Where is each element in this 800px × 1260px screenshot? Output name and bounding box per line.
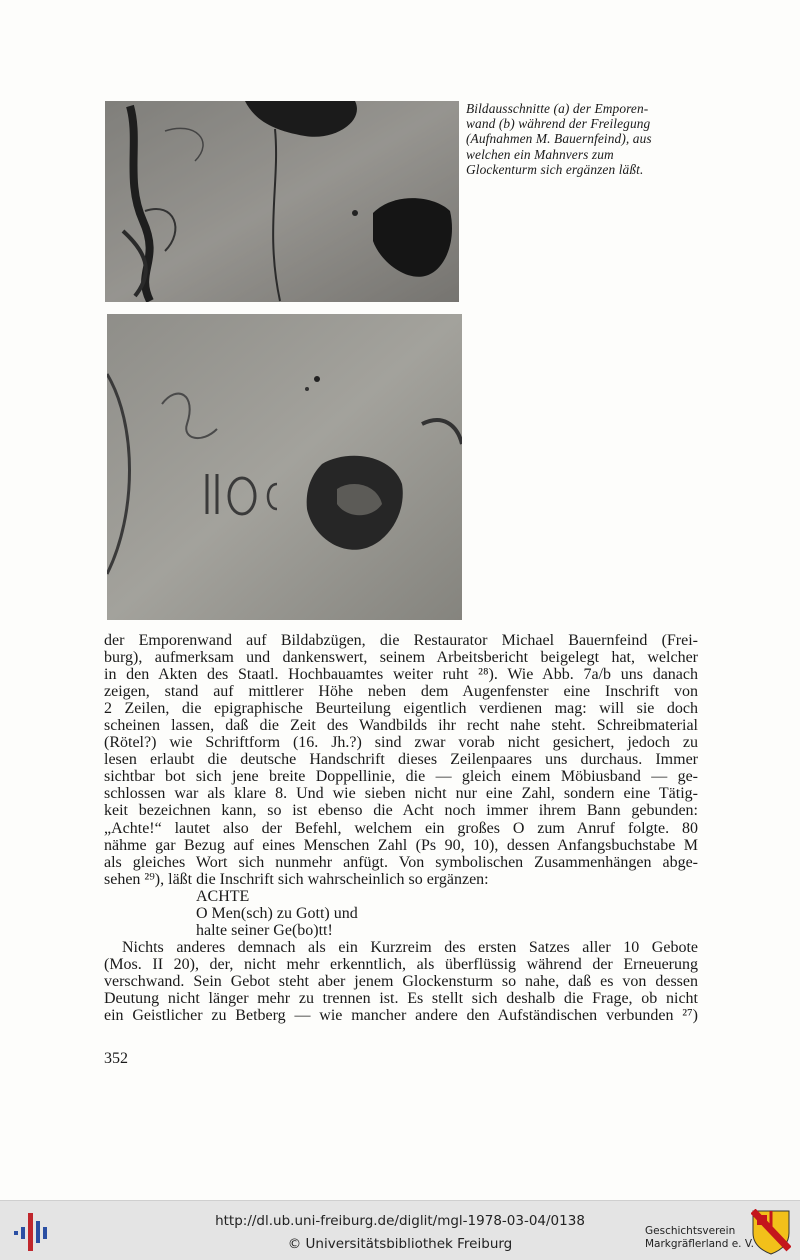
text-line: Nichts anderes demnach als ein Kurzreim des ersten Satzes aller 10 Gebote	[122, 938, 698, 956]
caption-line: welchen ein Mahnvers zum	[466, 146, 614, 162]
text-line: (Rötel?) wie Schriftform (16. Jh.?) sind zwar vorab nicht gesichert, jedoch zu	[104, 734, 698, 752]
text-line: Deutung nicht länger mehr zu trennen ist. Es stellt sich deshalb die Frage, ob nicht	[104, 989, 698, 1007]
text-line: zeigen, stand auf mittlerer Höhe neben dem Augenfenster eine Inschrift von	[104, 683, 698, 701]
caption-line: wand (b) während der Freilegung	[466, 116, 651, 132]
document-url-link[interactable]: http://dl.ub.uni-freiburg.de/diglit/mgl-1978-03-04/0138	[215, 1213, 585, 1229]
coat-of-arms-icon[interactable]	[751, 1209, 791, 1255]
caption-line: Bildausschnitte (a) der Emporen-	[466, 101, 649, 116]
verse-line: O Men(sch) zu Gott) und	[196, 904, 358, 922]
text-line: keit bezeichnen kann, so ist ebenso die Acht noch immer ihrem Bann gebunden:	[104, 802, 698, 820]
verse-line: ACHTE	[196, 887, 250, 905]
text-line: lesen erlaubt die deutsche Handschrift dieses Zeilenpaares uns durchaus. Immer	[104, 751, 698, 769]
body-text	[104, 632, 698, 1024]
viewer-footer	[0, 1200, 800, 1260]
text-line: der Emporenwand auf Bildabzügen, die Restaurator Michael Bauernfeind (Frei-	[104, 632, 698, 649]
text-line: scheinen lassen, daß die Zeit des Wandbilds ihr recht nahe steht. Schreibmaterial	[104, 717, 698, 735]
text-line: in den Akten des Staatl. Hochbauamtes weiter ruht ²⁸). Wie Abb. 7a/b uns danach	[104, 666, 698, 684]
text-line: „Achte!“ lautet also der Befehl, welchem ein großes O zum Anruf folgte. 80	[104, 819, 698, 837]
copyright-text: © Universitätsbibliothek Freiburg	[287, 1236, 513, 1252]
organization-line: Markgräflerland e. V.	[645, 1238, 755, 1250]
photo-wall-detail-b	[107, 314, 462, 620]
text-line: sehen ²⁹), läßt die Inschrift sich wahrscheinlich so ergänzen:	[104, 870, 489, 888]
organization-name	[645, 1225, 754, 1251]
text-line: ein Geistlicher zu Betberg — wie mancher andere den Aufständischen verbunden ²⁷)	[104, 1007, 698, 1025]
photo-wall-detail-a	[105, 101, 459, 302]
caption-line: (Aufnahmen M. Bauernfeind), aus	[466, 131, 652, 147]
text-line: verschwand. Sein Gebot steht aber jenem Glockensturm so nahe, daß es von dessen	[104, 972, 698, 990]
figure-caption	[466, 101, 694, 177]
page-number: 352	[104, 1050, 128, 1067]
text-line: schlossen war als klare 8. Und wie sieben nicht nur eine Zahl, sondern eine Tätig-	[104, 785, 698, 803]
text-line: 2 Zeilen, die epigraphische Beurteilung eigentlich verdienen mag: will sie doch	[104, 700, 698, 718]
organization-line: Geschichtsverein	[645, 1225, 736, 1237]
verse-line: halte seiner Ge(bo)tt!	[196, 921, 333, 939]
text-line: nähme gar Bezug auf eines Menschen Zahl (Ps 90, 10), dessen Anfangsbuchstabe M	[104, 836, 698, 854]
text-line: als gleiches Wort sich nunmehr anfügt. Von symbolischen Zusammenhängen abge-	[104, 853, 698, 871]
text-line: sichtbar bot sich jene breite Doppellinie, die — gleich einem Möbiusband — ge-	[104, 768, 698, 786]
caption-line: Glockenturm sich ergänzen läßt.	[466, 161, 644, 177]
text-line: burg), aufmerksam und dankenswert, seinem Arbeitsbericht beigelegt hat, welcher	[104, 649, 698, 667]
text-line: (Mos. II 20), der, nicht mehr erkenntlich, als überflüssig während der Erneuerung	[104, 955, 698, 973]
